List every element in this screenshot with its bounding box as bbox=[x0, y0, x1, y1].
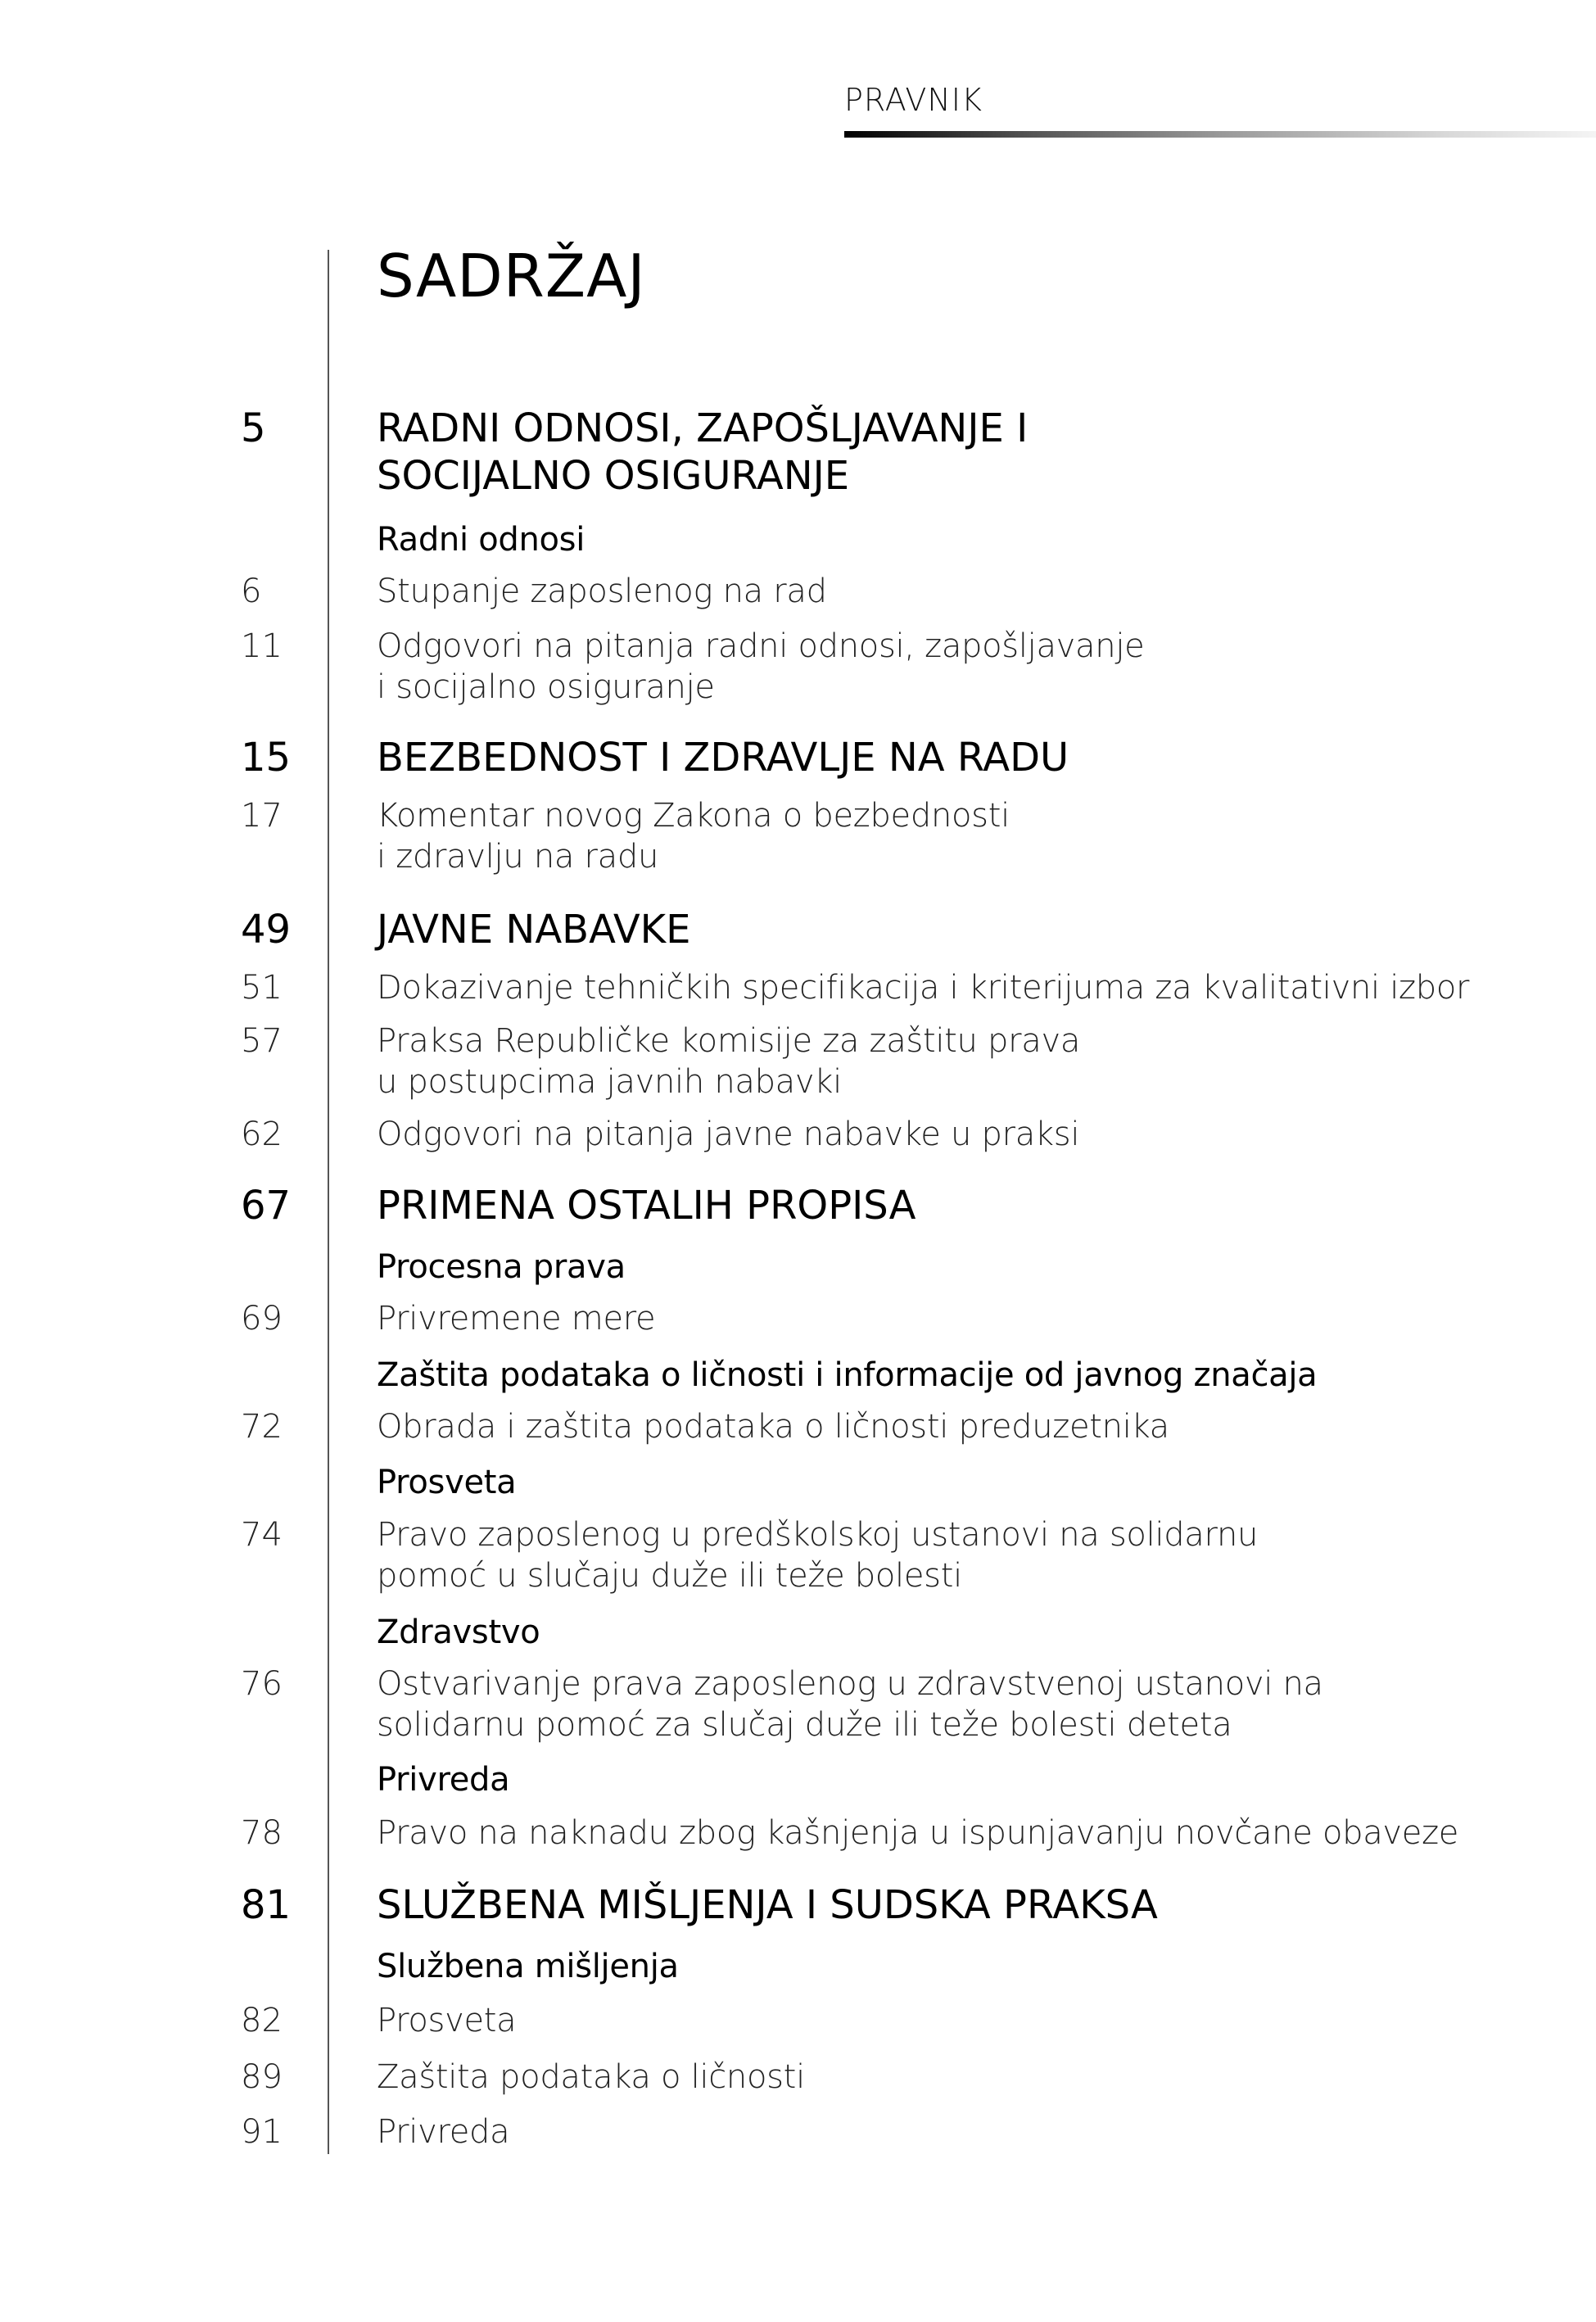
toc-line: Odgovori na pitanja javne nabavke u praksi bbox=[377, 1116, 1080, 1153]
toc-page-number: 67 bbox=[241, 1183, 292, 1229]
toc-line: Privreda bbox=[377, 1761, 510, 1799]
toc-page-number: 5 bbox=[241, 405, 266, 451]
toc-page-number: 51 bbox=[241, 969, 283, 1007]
toc-line: Obrada i zaštita podataka o ličnosti preduzetnika bbox=[377, 1408, 1169, 1446]
toc-entry-title bbox=[377, 1114, 1556, 1155]
toc-entry-title bbox=[377, 967, 1556, 1008]
toc-line: BEZBEDNOST I ZDRAVLJE NA RADU bbox=[377, 735, 1069, 781]
toc-line: RADNI ODNOSI, ZAPOŠLJAVANJE I bbox=[377, 405, 1029, 451]
toc-line: Zaštita podataka o ličnosti bbox=[377, 2058, 805, 2096]
toc-section-title bbox=[377, 906, 1556, 953]
toc-page-number: 57 bbox=[241, 1022, 283, 1060]
toc-line: Dokazivanje tehničkih specifikacija i kriterijuma za kvalitativni izbor bbox=[377, 969, 1470, 1007]
toc-line: Zdravstvo bbox=[377, 1614, 540, 1651]
toc-page-number: 69 bbox=[241, 1300, 283, 1338]
toc-entry-title bbox=[377, 1663, 1556, 1745]
toc-section-title bbox=[377, 1881, 1556, 1929]
toc-entry-title bbox=[377, 795, 1556, 877]
toc-vertical-rule bbox=[328, 250, 329, 2154]
toc-entry-title bbox=[377, 1406, 1556, 1447]
toc-page-number: 11 bbox=[241, 627, 283, 665]
page-title: SADRŽAJ bbox=[377, 242, 646, 310]
toc-section-title bbox=[377, 1182, 1556, 1229]
toc-line: SOCIJALNO OSIGURANJE bbox=[377, 453, 850, 499]
toc-line: solidarnu pomoć za slučaj duže ili teže bolesti deteta bbox=[377, 1706, 1232, 1744]
running-head: PRAVNIK bbox=[844, 82, 983, 118]
toc-subsection-title bbox=[377, 519, 1556, 560]
toc-entry-title bbox=[377, 2112, 1556, 2152]
toc-subsection-title bbox=[377, 1355, 1556, 1396]
toc-subsection-title bbox=[377, 1462, 1556, 1503]
toc-line: Procesna prava bbox=[377, 1248, 626, 1286]
toc-line: Službena mišljenja bbox=[377, 1948, 679, 1985]
toc-page-number: 17 bbox=[241, 797, 283, 835]
toc-line: JAVNE NABAVKE bbox=[377, 907, 691, 953]
toc-entry-title bbox=[377, 626, 1556, 708]
toc-line: u postupcima javnih nabavki bbox=[377, 1063, 842, 1101]
toc-line: Komentar novog Zakona o bezbednosti bbox=[377, 797, 1010, 835]
toc-line: Privreda bbox=[377, 2113, 510, 2151]
toc-page-number: 49 bbox=[241, 907, 292, 953]
toc-line: Radni odnosi bbox=[377, 521, 586, 559]
toc-page-number: 78 bbox=[241, 1814, 283, 1852]
toc-subsection-title bbox=[377, 1247, 1556, 1288]
toc-page-number: 91 bbox=[241, 2113, 283, 2151]
toc-entry-title bbox=[377, 1813, 1556, 1854]
toc-page-number: 72 bbox=[241, 1408, 283, 1446]
toc-line: Stupanje zaposlenog na rad bbox=[377, 573, 827, 610]
toc-page-number: 15 bbox=[241, 735, 292, 781]
toc-line: Prosveta bbox=[377, 2002, 517, 2039]
toc-line: Privremene mere bbox=[377, 1300, 656, 1338]
toc-page-number: 76 bbox=[241, 1665, 283, 1703]
toc-line: PRIMENA OSTALIH PROPISA bbox=[377, 1183, 916, 1229]
toc-page-number: 74 bbox=[241, 1516, 283, 1554]
toc-section-title bbox=[377, 734, 1556, 781]
toc-entry-title bbox=[377, 2000, 1556, 2041]
toc-line: i zdravlju na radu bbox=[377, 838, 659, 876]
toc-line: pomoć u slučaju duže ili teže bolesti bbox=[377, 1557, 962, 1595]
toc-line: Praksa Republičke komisije za zaštitu prava bbox=[377, 1022, 1081, 1060]
toc-page-number: 82 bbox=[241, 2002, 283, 2039]
toc-page-number: 81 bbox=[241, 1882, 292, 1928]
toc-page-number: 89 bbox=[241, 2058, 283, 2096]
toc-line: Prosveta bbox=[377, 1464, 517, 1501]
toc-line: Pravo na naknadu zbog kašnjenja u ispunjavanju novčane obaveze bbox=[377, 1814, 1459, 1852]
toc-line: Odgovori na pitanja radni odnosi, zapošljavanje bbox=[377, 627, 1145, 665]
toc-entry-title bbox=[377, 2057, 1556, 2098]
running-head-rule bbox=[844, 131, 1596, 138]
toc-line: SLUŽBENA MIŠLJENJA I SUDSKA PRAKSA bbox=[377, 1882, 1158, 1928]
toc-page-number: 62 bbox=[241, 1116, 283, 1153]
toc-entry-title bbox=[377, 1298, 1556, 1339]
toc-line: Zaštita podataka o ličnosti i informacije od javnog značaja bbox=[377, 1356, 1318, 1394]
toc-entry-title bbox=[377, 1021, 1556, 1102]
toc-entry-title bbox=[377, 1514, 1556, 1596]
toc-line: Pravo zaposlenog u predškolskoj ustanovi na solidarnu bbox=[377, 1516, 1259, 1554]
toc-line: Ostvarivanje prava zaposlenog u zdravstvenoj ustanovi na bbox=[377, 1665, 1323, 1703]
toc-subsection-title bbox=[377, 1612, 1556, 1653]
toc-subsection-title bbox=[377, 1946, 1556, 1987]
toc-entry-title bbox=[377, 571, 1556, 612]
toc-subsection-title bbox=[377, 1759, 1556, 1800]
toc-page-number: 6 bbox=[241, 573, 262, 610]
toc-line: i socijalno osiguranje bbox=[377, 668, 715, 706]
toc-section-title bbox=[377, 405, 1556, 500]
